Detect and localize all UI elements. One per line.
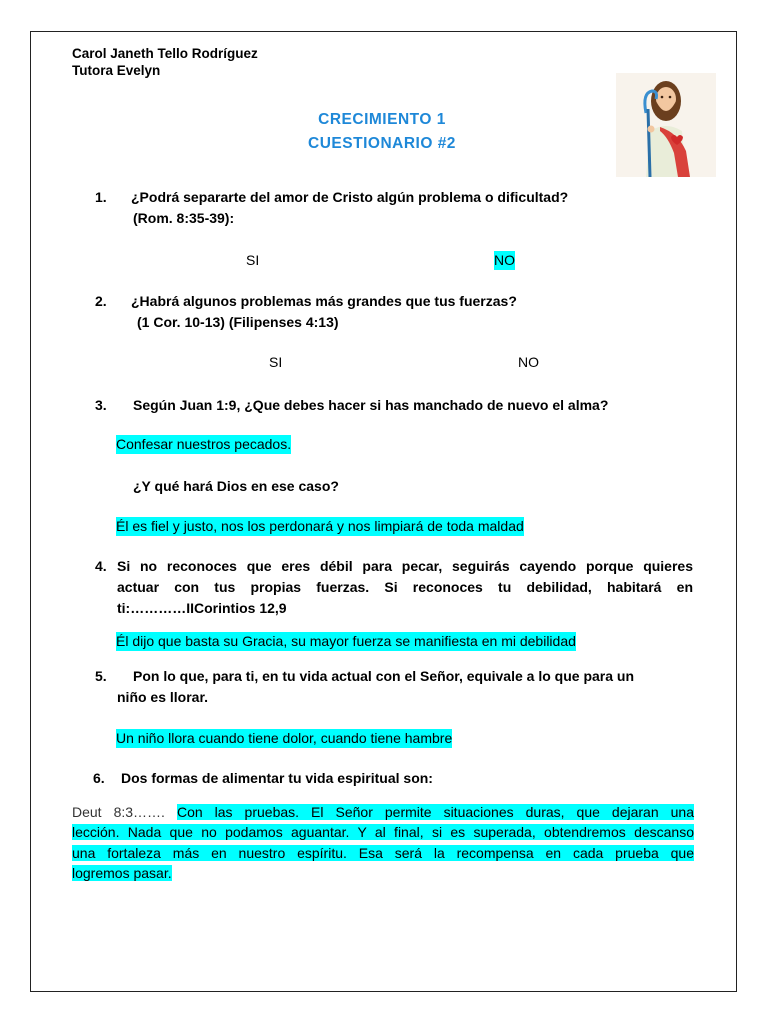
question-3-answer: Confesar nuestros pecados. — [116, 436, 292, 452]
question-5-answer: Un niño llora cuando tiene dolor, cuando tiene hambre — [116, 730, 453, 746]
question-1-reference: (Rom. 8:35-39): — [133, 210, 235, 226]
tutor-name: Tutora Evelyn — [72, 63, 161, 78]
question-6-answer-line-1 — [72, 803, 694, 822]
question-6-answer-text-1: Con las pruebas. El Señor permite situaciones duras, que dejaran una — [176, 804, 694, 820]
question-5-line-1: Pon lo que, para ti, en tu vida actual con el Señor, equivale a lo que para un — [133, 668, 635, 684]
question-4-line-3: ti:…………IICorintios 12,9 — [117, 600, 287, 616]
question-6-number: 6. — [93, 770, 105, 786]
question-1-text: ¿Podrá separarte del amor de Cristo algún problema o dificultad? — [131, 189, 569, 205]
question-6-answer-line-2 — [72, 823, 694, 842]
question-6-answer-text-3: una fortaleza más en nuestro espíritu. Esa será la recompensa en cada prueba que — [72, 845, 694, 861]
question-1-option-si: SI — [246, 252, 260, 268]
question-6-answer-text-4: logremos pasar. — [72, 865, 172, 881]
question-2-option-si: SI — [269, 354, 283, 370]
question-4-line-1: Si no reconoces que eres débil para pecar, seguirás cayendo porque quieres — [117, 558, 693, 574]
question-1-number: 1. — [95, 189, 107, 205]
jesus-icon — [616, 73, 716, 177]
question-5-number: 5. — [95, 668, 107, 684]
question-4-line-2: actuar con tus propias fuerzas. Si reconoces tu debilidad, habitará en — [117, 579, 693, 595]
question-3-sub-answer: Él es fiel y justo, nos los perdonará y nos limpiará de toda maldad — [116, 518, 524, 534]
question-6-text: Dos formas de alimentar tu vida espiritual son: — [121, 770, 433, 786]
title-line-1: CRECIMIENTO 1 — [318, 111, 446, 128]
question-2-option-no: NO — [518, 354, 539, 370]
jesus-illustration — [616, 73, 716, 177]
author-name: Carol Janeth Tello Rodríguez — [72, 46, 258, 61]
question-3-number: 3. — [95, 397, 107, 413]
question-2-reference: (1 Cor. 10-13) (Filipenses 4:13) — [137, 314, 339, 330]
question-1-option-no: NO — [494, 252, 515, 268]
question-6-answer-line-4 — [72, 864, 172, 883]
question-6-answer-text-2: lección. Nada que no podamos aguantar. Y al final, si es superada, obtendremos descanso — [72, 824, 694, 840]
question-2-text: ¿Habrá algunos problemas más grandes que tus fuerzas? — [131, 293, 517, 309]
question-6-answer-line-3 — [72, 844, 694, 863]
question-5-line-2: niño es llorar. — [117, 689, 209, 705]
question-2-number: 2. — [95, 293, 107, 309]
question-3-sub-question: ¿Y qué hará Dios en ese caso? — [133, 478, 339, 494]
question-3-text: Según Juan 1:9, ¿Que debes hacer si has manchado de nuevo el alma? — [133, 397, 609, 413]
question-4-answer: Él dijo que basta su Gracia, su mayor fuerza se manifiesta en mi debilidad — [116, 633, 576, 649]
question-4-number: 4. — [95, 558, 107, 574]
title-line-2: CUESTIONARIO #2 — [308, 135, 456, 152]
question-6-reference: Deut 8:3……. — [72, 804, 177, 820]
